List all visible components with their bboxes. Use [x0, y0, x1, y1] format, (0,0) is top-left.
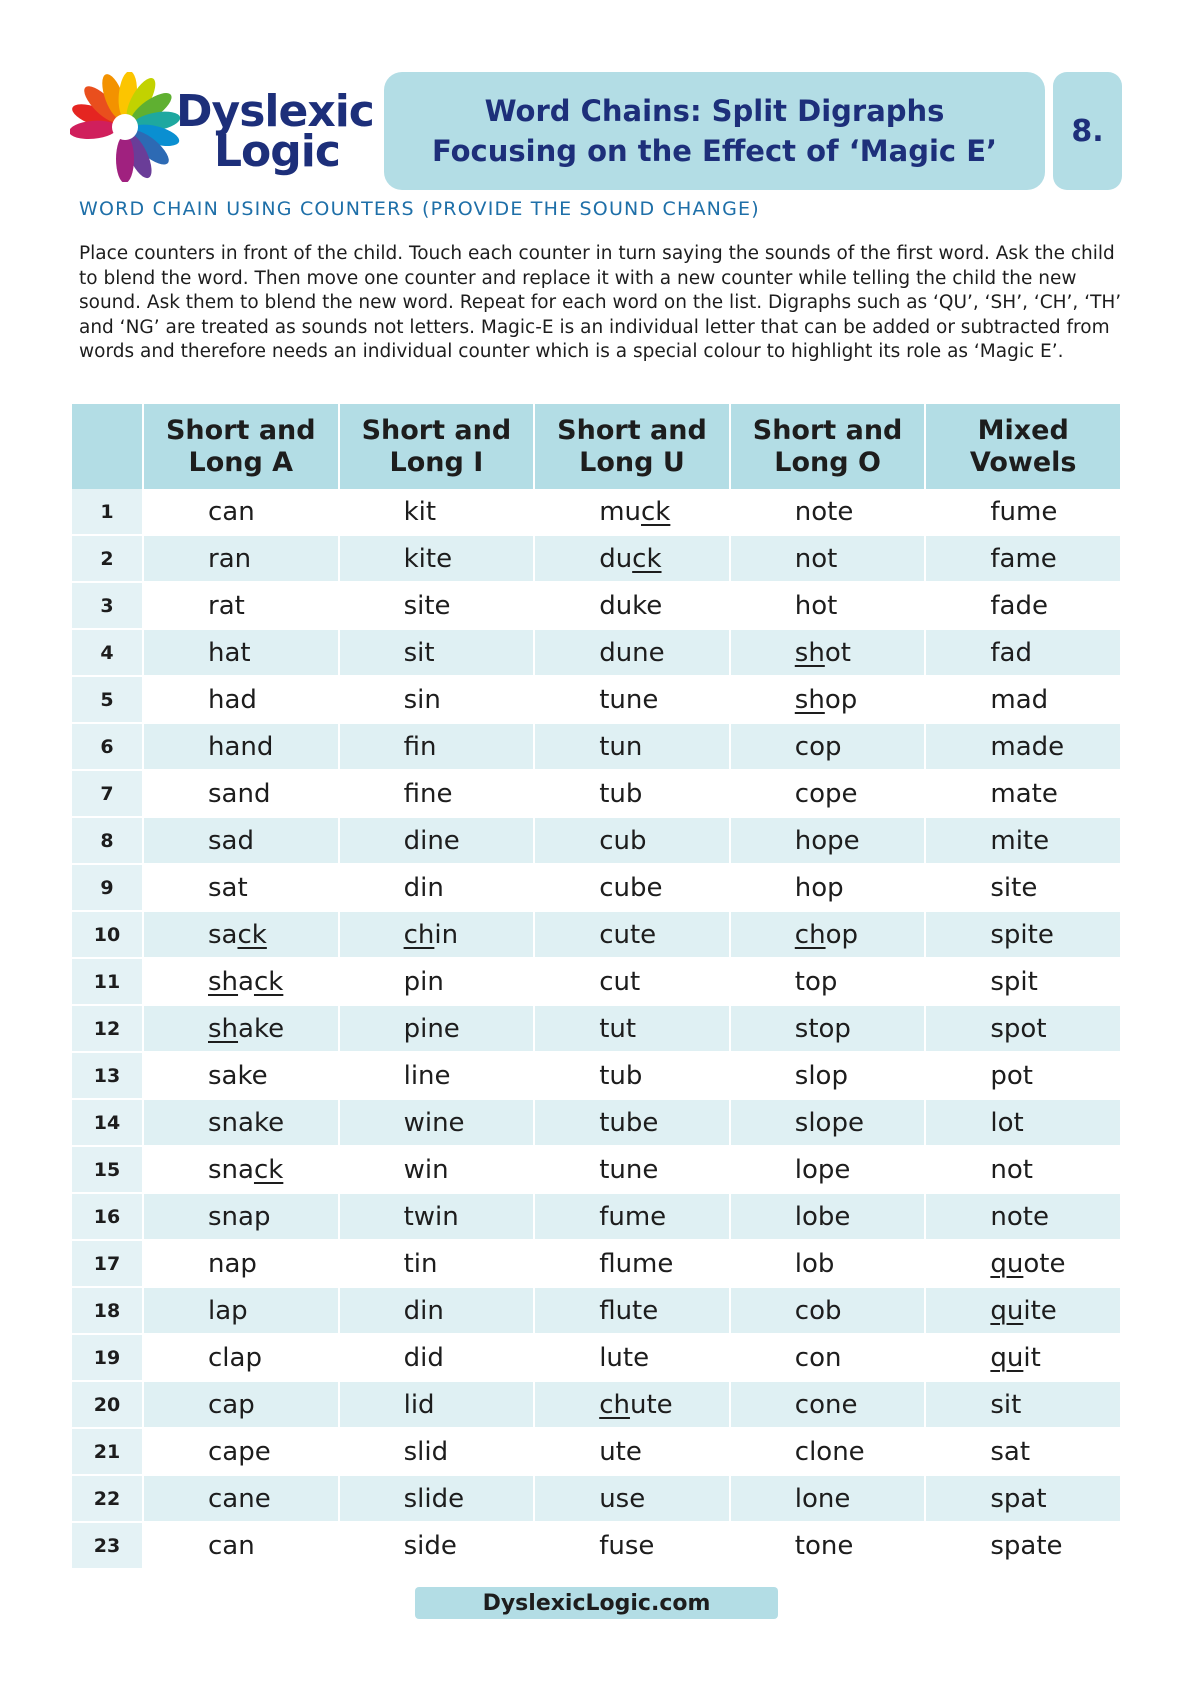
table-row — [72, 1522, 1121, 1569]
word-cell: chop — [730, 911, 926, 958]
word-cell: slide — [339, 1475, 535, 1522]
word-cell: tin — [339, 1240, 535, 1287]
row-number: 15 — [72, 1146, 143, 1193]
row-number: 19 — [72, 1334, 143, 1381]
word-cell: twin — [339, 1193, 535, 1240]
table-row — [72, 629, 1121, 676]
word-cell: snap — [143, 1193, 339, 1240]
word-cell: lobe — [730, 1193, 926, 1240]
word-cell: quote — [925, 1240, 1121, 1287]
word-cell: kit — [339, 489, 535, 535]
table-row — [72, 676, 1121, 723]
word-cell: shack — [143, 958, 339, 1005]
word-cell: dine — [339, 817, 535, 864]
word-cell: cane — [143, 1475, 339, 1522]
word-cell: clone — [730, 1428, 926, 1475]
row-number: 2 — [72, 535, 143, 582]
table-row — [72, 1005, 1121, 1052]
word-cell: tub — [534, 1052, 730, 1099]
title-line-1: Word Chains: Split Digraphs — [484, 94, 945, 128]
table-row — [72, 1146, 1121, 1193]
word-cell: cute — [534, 911, 730, 958]
row-number: 7 — [72, 770, 143, 817]
word-cell: tone — [730, 1522, 926, 1569]
word-cell: mad — [925, 676, 1121, 723]
word-cell: fame — [925, 535, 1121, 582]
table-row — [72, 723, 1121, 770]
word-cell: cut — [534, 958, 730, 1005]
word-cell: flume — [534, 1240, 730, 1287]
word-cell: hot — [730, 582, 926, 629]
word-cell: sat — [925, 1428, 1121, 1475]
word-cell: can — [143, 489, 339, 535]
word-cell: side — [339, 1522, 535, 1569]
table-row — [72, 489, 1121, 535]
word-cell: dune — [534, 629, 730, 676]
header-cell: Mixed Vowels — [925, 404, 1121, 489]
word-cell: lap — [143, 1287, 339, 1334]
section-subtitle: WORD CHAIN USING COUNTERS (PROVIDE THE SOUND CHANGE) — [79, 198, 760, 220]
word-cell: use — [534, 1475, 730, 1522]
table-row — [72, 770, 1121, 817]
word-cell: pine — [339, 1005, 535, 1052]
row-number: 22 — [72, 1475, 143, 1522]
word-cell: ute — [534, 1428, 730, 1475]
table-row — [72, 1475, 1121, 1522]
word-cell: spot — [925, 1005, 1121, 1052]
word-cell: lid — [339, 1381, 535, 1428]
word-cell: can — [143, 1522, 339, 1569]
word-cell: cone — [730, 1381, 926, 1428]
word-cell: cape — [143, 1428, 339, 1475]
row-number: 10 — [72, 911, 143, 958]
title-line-2: Focusing on the Effect of ‘Magic E’ — [431, 134, 998, 168]
table-row — [72, 1193, 1121, 1240]
table-row — [72, 1240, 1121, 1287]
word-cell: duke — [534, 582, 730, 629]
row-number: 5 — [72, 676, 143, 723]
row-number: 9 — [72, 864, 143, 911]
word-cell: spate — [925, 1522, 1121, 1569]
word-cell: fin — [339, 723, 535, 770]
word-cell: shot — [730, 629, 926, 676]
row-number: 12 — [72, 1005, 143, 1052]
word-cell: top — [730, 958, 926, 1005]
row-number: 13 — [72, 1052, 143, 1099]
word-cell: sand — [143, 770, 339, 817]
word-cell: lope — [730, 1146, 926, 1193]
row-number: 17 — [72, 1240, 143, 1287]
word-cell: win — [339, 1146, 535, 1193]
word-cell: clap — [143, 1334, 339, 1381]
header-cell: Short and Long I — [339, 404, 535, 489]
word-cell: cap — [143, 1381, 339, 1428]
brand-logo — [76, 72, 376, 192]
brand-wordmark — [176, 86, 374, 177]
word-cell: line — [339, 1052, 535, 1099]
row-number: 20 — [72, 1381, 143, 1428]
word-cell: sake — [143, 1052, 339, 1099]
word-cell: fine — [339, 770, 535, 817]
word-cell: duck — [534, 535, 730, 582]
word-cell: spat — [925, 1475, 1121, 1522]
word-cell: wine — [339, 1099, 535, 1146]
word-cell: cob — [730, 1287, 926, 1334]
table-row — [72, 817, 1121, 864]
table-row — [72, 911, 1121, 958]
word-cell: lob — [730, 1240, 926, 1287]
word-cell: quit — [925, 1334, 1121, 1381]
footer-url[interactable]: DyslexicLogic.com — [415, 1587, 778, 1619]
word-cell: sit — [339, 629, 535, 676]
word-cell: din — [339, 1287, 535, 1334]
word-cell: pin — [339, 958, 535, 1005]
brand-line-1: Dyslexic — [176, 86, 374, 137]
word-cell: mite — [925, 817, 1121, 864]
row-number: 21 — [72, 1428, 143, 1475]
word-cell: sat — [143, 864, 339, 911]
word-cell: ran — [143, 535, 339, 582]
word-cell: did — [339, 1334, 535, 1381]
word-cell: hope — [730, 817, 926, 864]
word-cell: fume — [534, 1193, 730, 1240]
row-number: 16 — [72, 1193, 143, 1240]
word-cell: fume — [925, 489, 1121, 535]
table-row — [72, 958, 1121, 1005]
word-cell: note — [925, 1193, 1121, 1240]
word-cell: spite — [925, 911, 1121, 958]
flower-icon — [70, 72, 180, 182]
word-cell: slop — [730, 1052, 926, 1099]
row-number: 4 — [72, 629, 143, 676]
word-chain-table — [72, 404, 1122, 1570]
header-cell: Short and Long U — [534, 404, 730, 489]
word-cell: tun — [534, 723, 730, 770]
word-cell: pot — [925, 1052, 1121, 1099]
header-cell: Short and Long A — [143, 404, 339, 489]
brand-line-2: Logic — [214, 126, 340, 177]
page-number: 8. — [1053, 72, 1122, 190]
row-number: 8 — [72, 817, 143, 864]
table-row — [72, 1099, 1121, 1146]
row-number: 11 — [72, 958, 143, 1005]
row-number: 6 — [72, 723, 143, 770]
table-row — [72, 1287, 1121, 1334]
word-cell: hat — [143, 629, 339, 676]
table-row — [72, 864, 1121, 911]
word-cell: cub — [534, 817, 730, 864]
word-cell: fad — [925, 629, 1121, 676]
word-cell: not — [925, 1146, 1121, 1193]
word-cell: site — [925, 864, 1121, 911]
table-body — [72, 489, 1121, 1569]
word-cell: snack — [143, 1146, 339, 1193]
table-row — [72, 535, 1121, 582]
word-cell: chute — [534, 1381, 730, 1428]
word-cell: slid — [339, 1428, 535, 1475]
word-cell: stop — [730, 1005, 926, 1052]
word-cell: fuse — [534, 1522, 730, 1569]
word-cell: chin — [339, 911, 535, 958]
instructions-text: Place counters in front of the child. Touch each counter in turn saying the sounds of the first word. Ask the child to blend the word. Then move one counter and replace it with a new counter while telling the child the new sound. Ask them to blend the new word. Repeat for each word on the list. Digraphs such as ‘QU’, ‘SH’, ‘CH’, ‘TH’ and ‘NG’ are treated as sounds not letters. Magic-E is an individual letter that can be added or subtracted from words and therefore needs an individual counter which is a special colour to highlight its role as ‘Magic E’. — [79, 243, 1122, 362]
word-cell: note — [730, 489, 926, 535]
word-cell: made — [925, 723, 1121, 770]
word-cell: tube — [534, 1099, 730, 1146]
row-number: 1 — [72, 489, 143, 535]
word-cell: nap — [143, 1240, 339, 1287]
header-cell: Short and Long O — [730, 404, 926, 489]
word-cell: lute — [534, 1334, 730, 1381]
word-cell: lot — [925, 1099, 1121, 1146]
word-cell: muck — [534, 489, 730, 535]
word-cell: tune — [534, 676, 730, 723]
table-row — [72, 1052, 1121, 1099]
word-cell: site — [339, 582, 535, 629]
table-row — [72, 582, 1121, 629]
word-cell: sad — [143, 817, 339, 864]
word-cell: sit — [925, 1381, 1121, 1428]
word-cell: spit — [925, 958, 1121, 1005]
word-cell: tub — [534, 770, 730, 817]
word-cell: tune — [534, 1146, 730, 1193]
word-cell: con — [730, 1334, 926, 1381]
word-cell: hop — [730, 864, 926, 911]
page-title — [384, 72, 1045, 190]
word-cell: flute — [534, 1287, 730, 1334]
word-cell: sack — [143, 911, 339, 958]
word-cell: shop — [730, 676, 926, 723]
word-cell: had — [143, 676, 339, 723]
table-header-row — [72, 404, 1121, 489]
word-cell: cop — [730, 723, 926, 770]
word-cell: not — [730, 535, 926, 582]
table-row — [72, 1381, 1121, 1428]
table-row — [72, 1334, 1121, 1381]
row-number: 18 — [72, 1287, 143, 1334]
table-row — [72, 1428, 1121, 1475]
word-cell: kite — [339, 535, 535, 582]
word-cell: hand — [143, 723, 339, 770]
word-cell: quite — [925, 1287, 1121, 1334]
word-cell: cope — [730, 770, 926, 817]
row-number: 14 — [72, 1099, 143, 1146]
word-cell: fade — [925, 582, 1121, 629]
word-cell: sin — [339, 676, 535, 723]
word-cell: tut — [534, 1005, 730, 1052]
word-cell: shake — [143, 1005, 339, 1052]
header-cell-number — [72, 404, 143, 489]
row-number: 3 — [72, 582, 143, 629]
word-cell: rat — [143, 582, 339, 629]
row-number: 23 — [72, 1522, 143, 1569]
word-cell: lone — [730, 1475, 926, 1522]
word-cell: slope — [730, 1099, 926, 1146]
word-cell: din — [339, 864, 535, 911]
word-cell: mate — [925, 770, 1121, 817]
word-cell: snake — [143, 1099, 339, 1146]
word-cell: cube — [534, 864, 730, 911]
